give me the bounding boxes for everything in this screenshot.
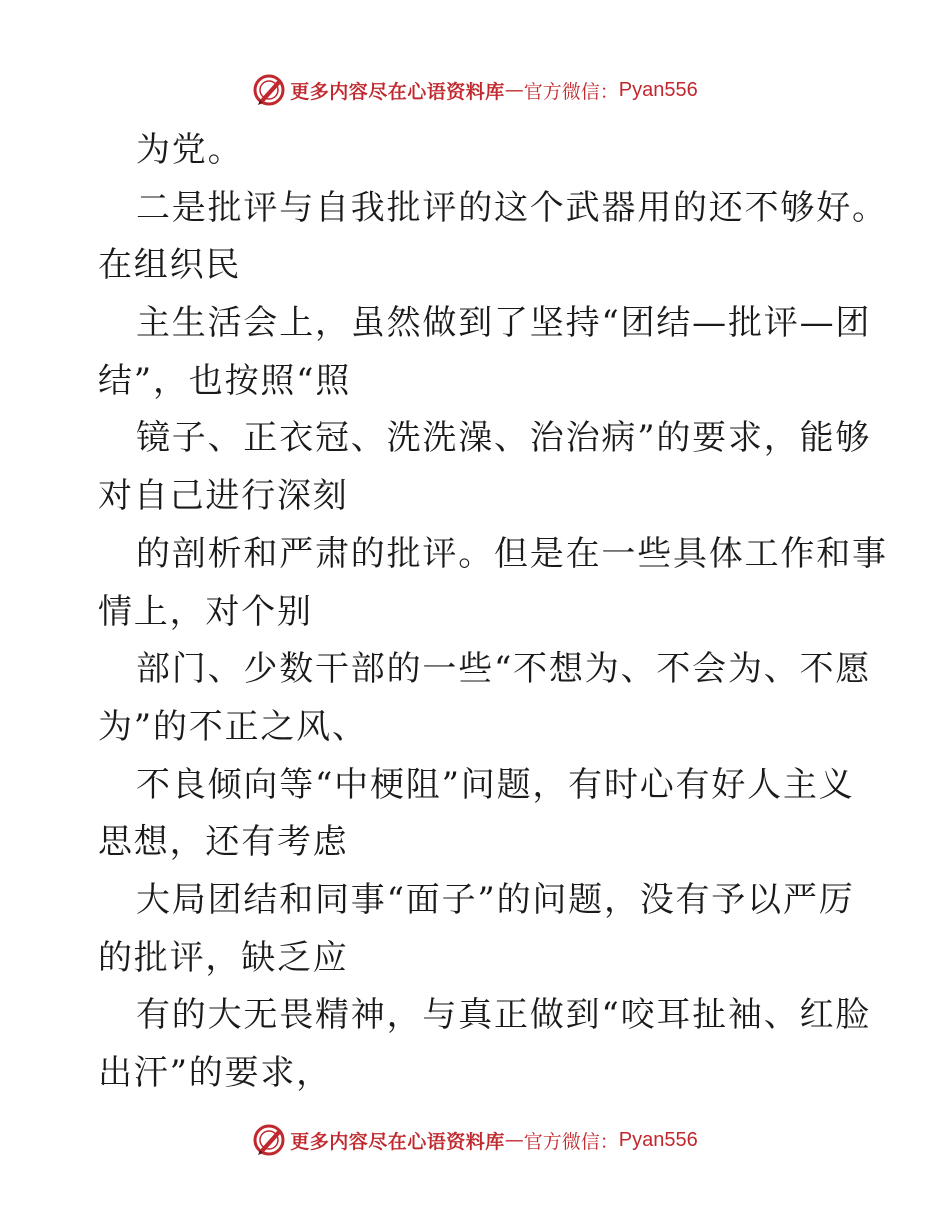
footer-separator: —: [504, 1129, 524, 1151]
body-text-line: 部门、少数干部的一些“不想为、不会为、不愿: [136, 649, 872, 690]
body-text-line: 为党。: [136, 130, 244, 170]
pen-circle-logo-icon: [252, 1123, 286, 1157]
body-text-line: 在组织民: [98, 245, 242, 286]
footer-banner-text: [290, 1127, 698, 1154]
footer-site-text: 更多内容尽在心语资料库: [290, 1130, 505, 1153]
footer-wechat-id: Pyan556: [618, 1128, 698, 1151]
body-text-line: 不良倾向等“中梗阻”问题，有时心有好人主义: [136, 764, 855, 805]
header-banner-text: [290, 77, 698, 104]
body-text-line: 的剖析和严肃的批评。但是在一些具体工作和事: [136, 533, 888, 574]
header-separator: —: [504, 79, 524, 101]
header-wechat-label: 官方微信：: [523, 80, 619, 103]
body-text-line: 二是批评与自我批评的这个武器用的还不够好。: [136, 187, 888, 228]
body-text-line: 结”，也按照“照: [98, 360, 352, 401]
body-text-line: 大局团结和同事“面子”的问题，没有予以严厉: [136, 879, 855, 920]
body-text-line: 镜子、正衣冠、洗洗澡、治治病”的要求，能够: [136, 418, 872, 459]
header-site-text: 更多内容尽在心语资料库: [290, 80, 505, 103]
pen-circle-logo-icon: [252, 73, 286, 107]
footer-banner: [0, 1120, 950, 1160]
header-wechat-id: Pyan556: [618, 78, 698, 101]
body-text-line: 的批评，缺乏应: [98, 937, 349, 978]
body-text-line: 出汗”的要求，: [98, 1053, 332, 1093]
body-text-line: 主生活会上，虽然做到了坚持“团结—批评—团: [136, 303, 872, 344]
body-text-line: 为”的不正之风、: [98, 706, 368, 747]
body-text-line: 思想，还有考虑: [98, 822, 349, 863]
body-text-line: 对自己进行深刻: [98, 476, 349, 517]
footer-wechat-label: 官方微信：: [523, 1130, 619, 1153]
header-banner: [0, 70, 950, 110]
body-text-line: 情上，对个别: [98, 591, 313, 632]
document-body: [98, 122, 888, 1103]
body-text-line: 有的大无畏精神，与真正做到“咬耳扯袖、红脸: [136, 995, 872, 1036]
